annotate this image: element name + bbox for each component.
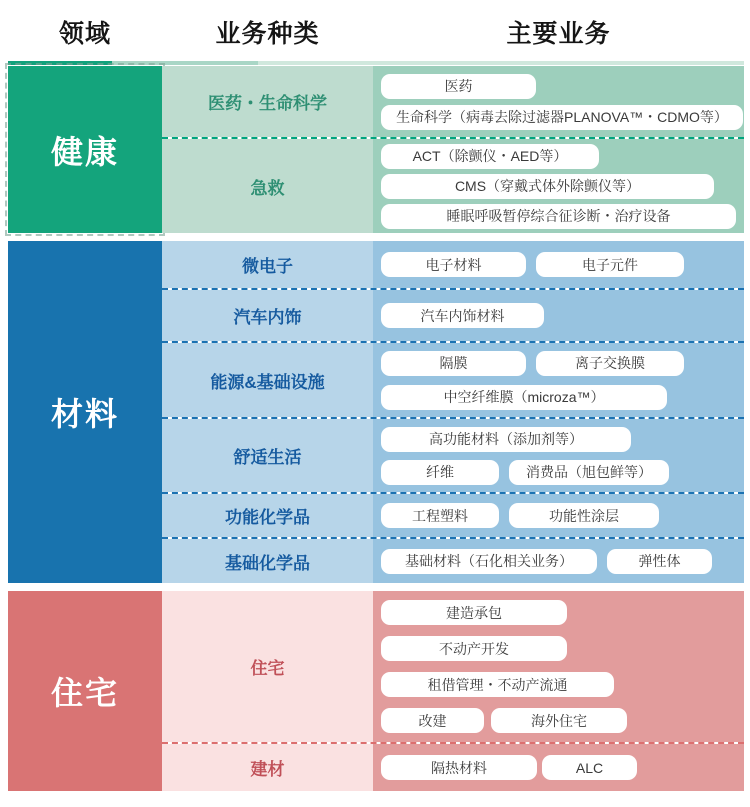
main-business-cell (373, 241, 744, 288)
domain-label-housing: 住宅 (8, 591, 162, 791)
business-pill: 睡眠呼吸暂停综合征诊断・治疗设备 (381, 204, 736, 229)
row-comfortable-living (162, 417, 744, 492)
business-pill: 电子元件 (536, 252, 684, 277)
main-business-cell (373, 139, 744, 233)
row-building-materials (162, 742, 744, 791)
category-label: 汽车内饰 (162, 290, 373, 341)
header-bar-segment-medium (112, 61, 258, 65)
column-header-main-business: 主要业务 (506, 20, 611, 48)
category-label: 舒适生活 (162, 419, 373, 492)
business-pill: 医药 (381, 74, 536, 99)
category-label: 医药・生命科学 (162, 66, 373, 137)
category-label: 急救 (162, 139, 373, 233)
business-pill: 高功能材料（添加剂等） (381, 427, 631, 452)
main-business-cell (373, 66, 744, 137)
business-pill: 建造承包 (381, 600, 567, 625)
business-pill: 改建 (381, 708, 484, 733)
business-pill: 不动产开发 (381, 636, 567, 661)
header-bar-segment-light (258, 61, 744, 65)
category-label: 建材 (162, 744, 373, 791)
row-microelectronics (162, 241, 744, 288)
row-critical-care (162, 137, 744, 233)
section-materials (8, 241, 744, 583)
main-business-cell (373, 419, 744, 492)
section-health (8, 66, 744, 233)
materials-rows (162, 241, 744, 583)
business-pill: 功能性涂层 (509, 503, 659, 528)
column-header-business-type: 业务种类 (215, 20, 320, 48)
business-pill: 弹性体 (607, 549, 712, 574)
business-pill: 中空纤维膜（microza™） (381, 385, 667, 410)
housing-rows (162, 591, 744, 791)
business-pill: 生命科学（病毒去除过滤器PLANOVA™・CDMO等） (381, 105, 743, 130)
column-header-row (8, 10, 744, 54)
row-pharma-lifescience (162, 66, 744, 137)
header-underline-bar (8, 61, 744, 65)
column-header-domain: 领域 (58, 20, 111, 48)
business-pill: 海外住宅 (491, 708, 627, 733)
row-homes (162, 591, 744, 742)
row-basic-chemicals (162, 537, 744, 583)
row-auto-interior (162, 288, 744, 341)
business-pill: 基础材料（石化相关业务） (381, 549, 597, 574)
main-business-cell (373, 744, 744, 791)
business-pill: 消费品（旭包鲜等） (509, 460, 669, 485)
business-pill: 纤维 (381, 460, 499, 485)
category-label: 基础化学品 (162, 539, 373, 583)
main-business-cell (373, 591, 744, 742)
category-label: 功能化学品 (162, 494, 373, 537)
business-pill: ACT（除颤仪・AED等） (381, 144, 599, 169)
business-pill: 隔热材料 (381, 755, 537, 780)
business-pill: CMS（穿戴式体外除颤仪等） (381, 174, 714, 199)
domain-label-health: 健康 (8, 66, 162, 233)
category-label: 能源&基础设施 (162, 343, 373, 417)
main-business-cell (373, 539, 744, 583)
main-business-cell (373, 343, 744, 417)
health-rows (162, 66, 744, 233)
category-label: 微电子 (162, 241, 373, 288)
business-pill: ALC (542, 755, 637, 780)
business-pill: 隔膜 (381, 351, 526, 376)
row-energy-infrastructure (162, 341, 744, 417)
business-pill: 汽车内饰材料 (381, 303, 544, 328)
row-functional-chemicals (162, 492, 744, 537)
category-label: 住宅 (162, 591, 373, 742)
business-pill: 租借管理・不动产流通 (381, 672, 614, 697)
section-housing (8, 591, 744, 791)
business-pill: 工程塑料 (381, 503, 499, 528)
business-pill: 电子材料 (381, 252, 526, 277)
business-pill: 离子交换膜 (536, 351, 684, 376)
main-business-cell (373, 494, 744, 537)
header-bar-segment-dark (8, 61, 112, 65)
main-business-cell (373, 290, 744, 341)
domain-label-materials: 材料 (8, 241, 162, 583)
